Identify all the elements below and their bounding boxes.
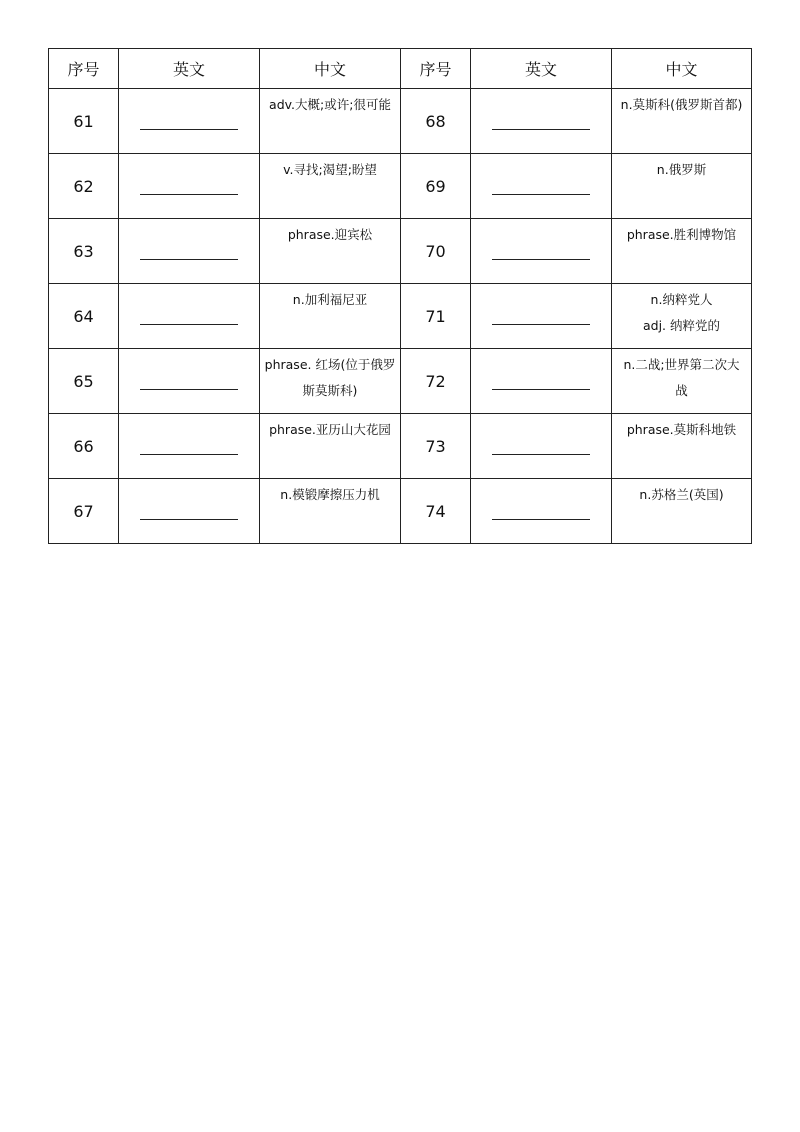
- answer-line: [492, 259, 590, 260]
- vocab-table: [48, 48, 752, 544]
- header-chinese: 中文: [612, 49, 752, 89]
- header-number: 序号: [401, 49, 471, 89]
- english-blank[interactable]: [471, 219, 612, 284]
- english-blank[interactable]: [119, 349, 260, 414]
- answer-line: [140, 259, 238, 260]
- english-blank[interactable]: [471, 89, 612, 154]
- table-row: [49, 479, 752, 544]
- chinese-meaning: phrase.迎宾松: [260, 219, 401, 284]
- answer-line: [140, 194, 238, 195]
- english-blank[interactable]: [119, 89, 260, 154]
- answer-line: [492, 194, 590, 195]
- answer-line: [492, 454, 590, 455]
- item-number: 66: [49, 414, 119, 479]
- english-blank[interactable]: [471, 284, 612, 349]
- answer-line: [492, 129, 590, 130]
- chinese-meaning: n.莫斯科(俄罗斯首都): [612, 89, 752, 154]
- chinese-meaning: phrase.亚历山大花园: [260, 414, 401, 479]
- answer-line: [140, 324, 238, 325]
- item-number: 69: [401, 154, 471, 219]
- item-number: 70: [401, 219, 471, 284]
- answer-line: [492, 324, 590, 325]
- chinese-meaning: n.加利福尼亚: [260, 284, 401, 349]
- english-blank[interactable]: [119, 414, 260, 479]
- english-blank[interactable]: [119, 219, 260, 284]
- english-blank[interactable]: [471, 414, 612, 479]
- item-number: 61: [49, 89, 119, 154]
- table-row: [49, 349, 752, 414]
- item-number: 71: [401, 284, 471, 349]
- answer-line: [492, 519, 590, 520]
- english-blank[interactable]: [471, 479, 612, 544]
- header-number: 序号: [49, 49, 119, 89]
- english-blank[interactable]: [471, 349, 612, 414]
- item-number: 64: [49, 284, 119, 349]
- table-row: [49, 154, 752, 219]
- header-english: 英文: [471, 49, 612, 89]
- item-number: 63: [49, 219, 119, 284]
- table-row: [49, 219, 752, 284]
- chinese-meaning: n.纳粹党人 adj. 纳粹党的: [612, 284, 752, 349]
- chinese-meaning: n.二战;世界第二次大 战: [612, 349, 752, 414]
- chinese-meaning: phrase.莫斯科地铁: [612, 414, 752, 479]
- item-number: 74: [401, 479, 471, 544]
- english-blank[interactable]: [119, 154, 260, 219]
- item-number: 73: [401, 414, 471, 479]
- chinese-meaning: v.寻找;渴望;盼望: [260, 154, 401, 219]
- header-english: 英文: [119, 49, 260, 89]
- answer-line: [140, 129, 238, 130]
- item-number: 62: [49, 154, 119, 219]
- chinese-meaning: phrase.胜利博物馆: [612, 219, 752, 284]
- chinese-meaning: phrase. 红场(位于俄罗 斯莫斯科): [260, 349, 401, 414]
- table-row: [49, 284, 752, 349]
- english-blank[interactable]: [471, 154, 612, 219]
- answer-line: [140, 454, 238, 455]
- chinese-meaning: n.苏格兰(英国): [612, 479, 752, 544]
- table-row: [49, 414, 752, 479]
- table-row: [49, 89, 752, 154]
- item-number: 68: [401, 89, 471, 154]
- item-number: 67: [49, 479, 119, 544]
- chinese-meaning: adv.大概;或许;很可能: [260, 89, 401, 154]
- answer-line: [492, 389, 590, 390]
- english-blank[interactable]: [119, 284, 260, 349]
- chinese-meaning: n.俄罗斯: [612, 154, 752, 219]
- answer-line: [140, 519, 238, 520]
- header-chinese: 中文: [260, 49, 401, 89]
- header-row: [49, 49, 752, 89]
- item-number: 65: [49, 349, 119, 414]
- chinese-meaning: n.模锻摩擦压力机: [260, 479, 401, 544]
- english-blank[interactable]: [119, 479, 260, 544]
- item-number: 72: [401, 349, 471, 414]
- answer-line: [140, 389, 238, 390]
